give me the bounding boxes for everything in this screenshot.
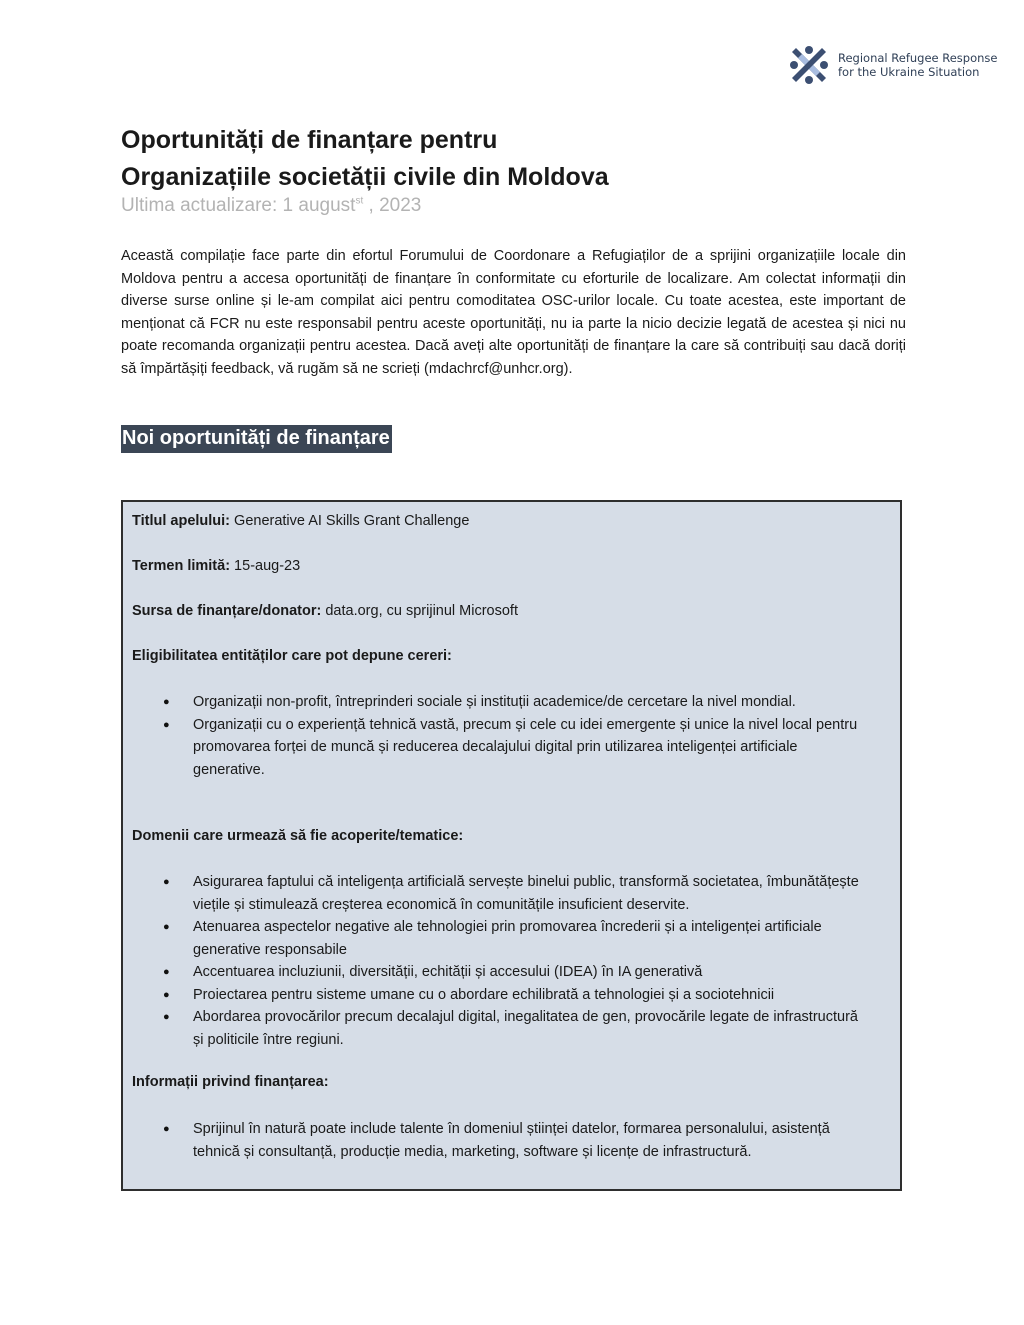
updated-suffix: , 2023 bbox=[363, 195, 422, 216]
last-updated bbox=[121, 195, 421, 217]
logo-line-1: Regional Refugee Response bbox=[838, 51, 998, 65]
list-item: ● Organizații non-profit, întreprinderi sociale și instituții academice/de cercetare la nivel mondial. bbox=[163, 691, 863, 714]
domains-list bbox=[163, 871, 863, 1051]
call-title-row bbox=[132, 513, 469, 529]
list-item: ● Atenuarea aspectelor negative ale tehnologiei prin promovarea încrederii și a inteligenței artificiale generative responsabile bbox=[163, 916, 863, 961]
list-item: ● Sprijinul în natură poate include talente în domeniul științei datelor, formarea personalului, asistență tehnică și consultanță, producție media, marketing, software și licențe de infrastructură. bbox=[163, 1118, 863, 1163]
section-heading: Noi oportunități de finanțare bbox=[121, 425, 392, 453]
eligibility-heading bbox=[132, 648, 452, 664]
funding-source-label: Sursa de finanțare/donator: bbox=[132, 603, 322, 619]
logo-line-2: for the Ukraine Situation bbox=[838, 65, 980, 79]
page-title bbox=[121, 122, 921, 196]
list-item: ● Abordarea provocărilor precum decalajul digital, inegalitatea de gen, provocările legate de infrastructură și politicile între regiuni. bbox=[163, 1006, 863, 1051]
list-item: ● Asigurarea faptului că inteligența artificială servește binelui public, transformă societatea, îmbunătățește viețile și stimulează creșterea economică în comunitățile insuficient deservite. bbox=[163, 871, 863, 916]
list-item: ● Proiectarea pentru sisteme umane cu o abordare echilibrată a tehnologiei și a sociotehnicii bbox=[163, 984, 863, 1007]
header-logo bbox=[786, 42, 998, 88]
logo-text bbox=[838, 51, 998, 79]
funding-info-label: Informații privind finanțarea: bbox=[132, 1074, 329, 1090]
updated-prefix: Ultima actualizare: 1 august bbox=[121, 195, 356, 216]
eligibility-list bbox=[163, 691, 863, 781]
funding-opportunity-card bbox=[121, 500, 902, 1191]
title-line-1: Oportunități de finanțare pentru bbox=[121, 126, 498, 154]
intro-paragraph: Această compilație face parte din efortul Forumului de Coordonare a Refugiaților de a sprijini organizațiile locale din Moldova pentru a accesa oportunități de finanțare în conformitate cu eforturile de localizare. Am colectat informații din diverse surse online și le-am compilat aici pentru comoditatea OSC-urilor locale. Cu toate acestea, este important de menționat că FCR nu este responsabil pentru aceste oportunități, nu ia parte la nicio decizie legată de acestea și nici nu poate recomanda organizații pentru acestea. Dacă aveți alte oportunități de finanțare la care să contribuiți sau dacă doriți să împărtășiți feedback, vă rugăm să ne scrieți (mdachrcf@unhcr.org). bbox=[121, 248, 906, 377]
deadline-row bbox=[132, 558, 300, 574]
deadline-label: Termen limită: bbox=[132, 558, 231, 574]
call-title-label: Titlul apelului: bbox=[132, 513, 231, 529]
list-item: ● Organizații cu o experiență tehnică vastă, precum și cele cu idei emergente și unice la nivel local pentru promovarea forței de muncă și reducerea decalajului digital prin utilizarea inteligenței artificiale generative. bbox=[163, 714, 863, 782]
updated-sup: st bbox=[355, 195, 364, 207]
call-title-value: Generative AI Skills Grant Challenge bbox=[230, 513, 470, 529]
funding-info-heading bbox=[132, 1074, 329, 1090]
domains-label: Domenii care urmează să fie acoperite/tematice: bbox=[132, 828, 464, 844]
deadline-value: 15-aug-23 bbox=[230, 558, 301, 574]
unhcr-logo-icon bbox=[786, 42, 832, 88]
funding-source-row bbox=[132, 603, 518, 619]
funding-source-value: data.org, cu sprijinul Microsoft bbox=[321, 603, 518, 619]
funding-info-list bbox=[163, 1118, 863, 1163]
eligibility-label: Eligibilitatea entităților care pot depune cereri: bbox=[132, 648, 452, 664]
list-item: ● Accentuarea incluziunii, diversității, echității și accesului (IDEA) în IA generativă bbox=[163, 961, 863, 984]
domains-heading bbox=[132, 828, 463, 844]
title-line-2: Organizațiile societății civile din Moldova bbox=[121, 163, 609, 191]
